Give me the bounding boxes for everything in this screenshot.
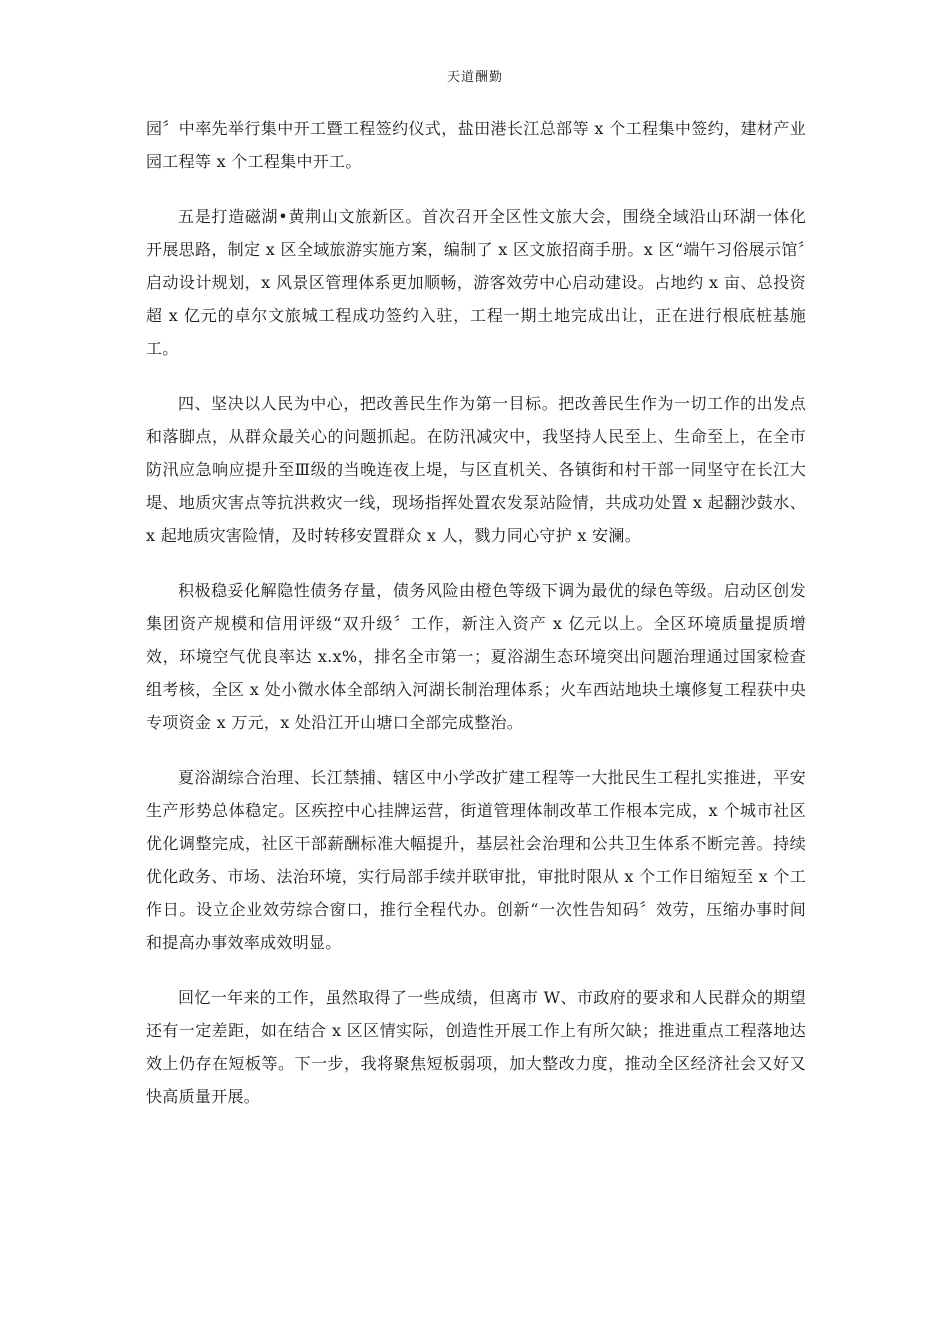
document-body [146, 112, 806, 1135]
paragraph-2: 五是打造磁湖•黄荆山文旅新区。首次召开全区性文旅大会，围绕全域沿山环湖一体化开展思路，制定 x 区全域旅游实施方案，编制了 x 区文旅招商手册。x 区“端午习俗展示馆〞启动设计规划，x 风景区管理体系更加顺畅，游客效劳中心启动建设。占地约 x 亩、总投资超 x 亿元的卓尔文旅城工程成功签约入驻，工程一期土地完成出让，正在进行根底桩基施工。 [146, 207, 806, 358]
paragraph-5: 夏浴湖综合治理、长江禁捕、辖区中小学改扩建工程等一大批民生工程扎实推进，平安生产形势总体稳定。区疾控中心挂牌运营，街道管理体制改革工作根本完成，x 个城市社区优化调整完成，社区干部薪酬标准大幅提升，基层社会治理和公共卫生体系不断完善。持续优化政务、市场、法治环境，实行局部手续并联审批，审批时限从 x 个工作日缩短至 x 个工作日。设立企业效劳综合窗口，推行全程代办。创新“一次性告知码〞效劳，压缩办事时间和提高办事效率成效明显。 [146, 768, 806, 952]
paragraph-4: 积极稳妥化解隐性债务存量，债务风险由橙色等级下调为最优的绿色等级。启动区创发集团资产规模和信用评级“双升级〞工作，新注入资产 x 亿元以上。全区环境质量提质增效，环境空气优良率达 x.x%，排名全市第一；夏浴湖生态环境突出问题治理通过国家检查组考核，全区 x 处小微水体全部纳入河湖长制治理体系；火车西站地块土壤修复工程获中央专项资金 x 万元，x 处沿江开山塘口全部完成整治。 [146, 581, 806, 732]
paragraph-6: 回忆一年来的工作，虽然取得了一些成绩，但离市 W、市政府的要求和人民群众的期望还有一定差距，如在结合 x 区区情实际，创造性开展工作上有所欠缺；推进重点工程落地达效上仍存在短板等。下一步，我将聚焦短板弱项，加大整改力度，推动全区经济社会又好又快高质量开展。 [146, 988, 806, 1106]
page-header: 天道酬勤 [446, 70, 503, 85]
paragraph-1: 园〞中率先举行集中开工暨工程签约仪式，盐田港长江总部等 x 个工程集中签约，建材产业园工程等 x 个工程集中开工。 [146, 119, 806, 171]
paragraph-3: 四、坚决以人民为中心，把改善民生作为第一目标。把改善民生作为一切工作的出发点和落脚点，从群众最关心的问题抓起。在防汛减灾中，我坚持人民至上、生命至上，在全市防汛应急响应提升至Ⅲ级的当晚连夜上堤，与区直机关、各镇街和村干部一同坚守在长江大堤、地质灾害点等抗洪救灾一线，现场指挥处置农发泵站险情，共成功处置 x 起翻沙鼓水、x 起地质灾害险情，及时转移安置群众 x 人，戮力同心守护 x 安澜。 [146, 394, 806, 545]
